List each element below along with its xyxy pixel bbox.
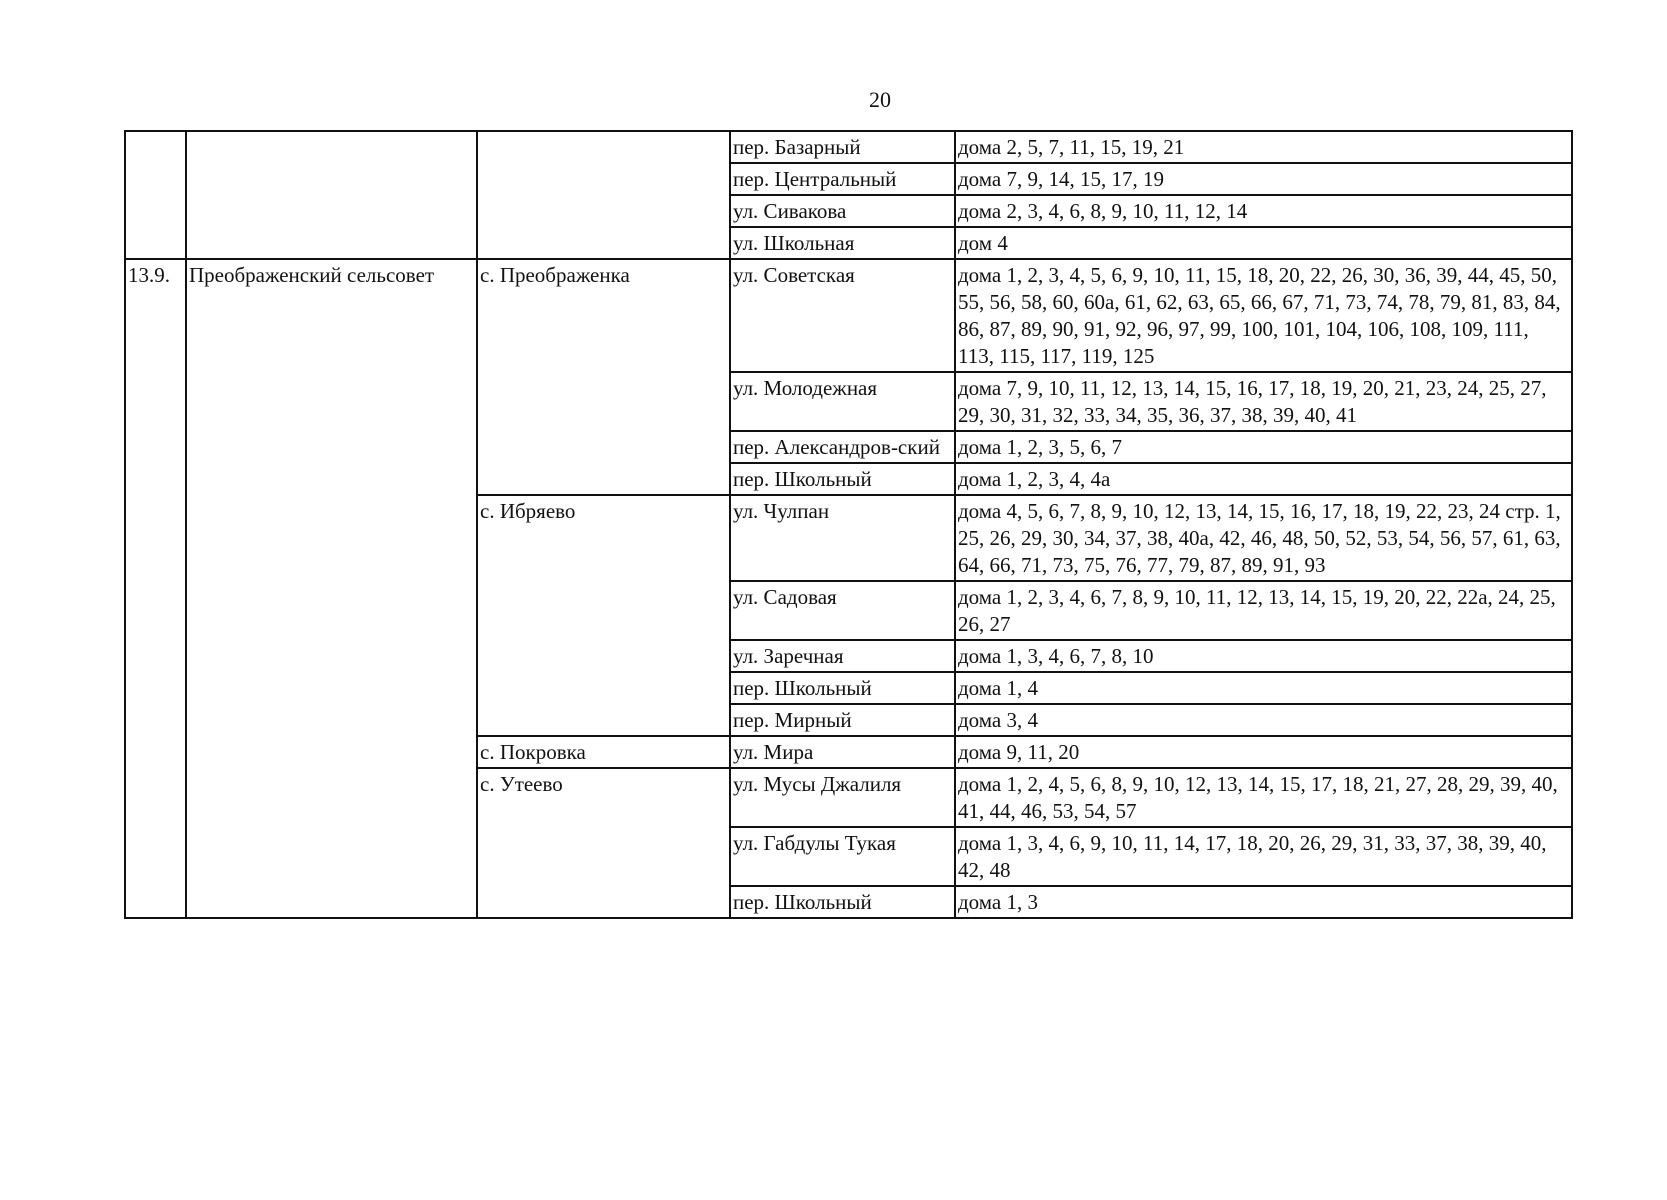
street-cell: ул. Советская	[730, 259, 955, 372]
houses-cell: дома 7, 9, 10, 11, 12, 13, 14, 15, 16, 17, 18, 19, 20, 21, 23, 24, 25, 27, 29, 30, 31, 32, 33, 34, 35, 36, 37, 38, 39, 40, 41	[955, 372, 1572, 431]
street-cell: ул. Садовая	[730, 581, 955, 640]
street-cell: ул. Габдулы Тукая	[730, 827, 955, 886]
table-row	[125, 131, 1572, 163]
village-cell: с. Преображенка	[477, 259, 730, 495]
street-cell: пер. Базарный	[730, 131, 955, 163]
street-cell: ул. Чулпан	[730, 495, 955, 581]
houses-cell: дома 2, 5, 7, 11, 15, 19, 21	[955, 131, 1572, 163]
village-cell	[477, 131, 730, 259]
page-number: 20	[869, 87, 891, 112]
houses-cell: дома 9, 11, 20	[955, 736, 1572, 768]
houses-cell: дома 1, 4	[955, 672, 1572, 704]
address-registry-table	[124, 130, 1573, 919]
houses-cell: дома 7, 9, 14, 15, 17, 19	[955, 163, 1572, 195]
street-cell: пер. Школьный	[730, 886, 955, 918]
street-cell: пер. Александров-ский	[730, 431, 955, 463]
houses-cell: дома 1, 2, 3, 4, 5, 6, 9, 10, 11, 15, 18, 20, 22, 26, 30, 36, 39, 44, 45, 50, 55, 56, 58, 60, 60а, 61, 62, 63, 65, 66, 67, 71, 73, 74, 78, 79, 81, 83, 84, 86, 87, 89, 90, 91, 92, 96, 97, 99, 100, 101, 104, 106, 108, 109, 111, 113, 115, 117, 119, 125	[955, 259, 1572, 372]
street-cell: пер. Школьный	[730, 463, 955, 495]
street-cell: пер. Мирный	[730, 704, 955, 736]
houses-cell: дома 4, 5, 6, 7, 8, 9, 10, 12, 13, 14, 15, 16, 17, 18, 19, 22, 23, 24 стр. 1, 25, 26, 29, 30, 34, 37, 38, 40а, 42, 46, 48, 50, 52, 53, 54, 56, 57, 61, 63, 64, 66, 71, 73, 75, 76, 77, 79, 87, 89, 91, 93	[955, 495, 1572, 581]
houses-cell: дома 1, 2, 4, 5, 6, 8, 9, 10, 12, 13, 14, 15, 17, 18, 21, 27, 28, 29, 39, 40, 41, 44, 46, 53, 54, 57	[955, 768, 1572, 827]
houses-cell: дома 1, 2, 3, 4, 6, 7, 8, 9, 10, 11, 12, 13, 14, 15, 19, 20, 22, 22а, 24, 25, 26, 27	[955, 581, 1572, 640]
houses-cell: дома 1, 3	[955, 886, 1572, 918]
street-cell: пер. Школьный	[730, 672, 955, 704]
council-cell	[186, 131, 477, 259]
houses-cell: дома 1, 3, 4, 6, 9, 10, 11, 14, 17, 18, 20, 26, 29, 31, 33, 37, 38, 39, 40, 42, 48	[955, 827, 1572, 886]
street-cell: ул. Мира	[730, 736, 955, 768]
houses-cell: дома 1, 3, 4, 6, 7, 8, 10	[955, 640, 1572, 672]
houses-cell: дома 1, 2, 3, 5, 6, 7	[955, 431, 1572, 463]
street-cell: ул. Мусы Джалиля	[730, 768, 955, 827]
row-number-cell: 13.9.	[125, 259, 186, 918]
street-cell: ул. Школьная	[730, 227, 955, 259]
row-number-cell	[125, 131, 186, 259]
houses-cell: дом 4	[955, 227, 1572, 259]
houses-cell: дома 1, 2, 3, 4, 4а	[955, 463, 1572, 495]
street-cell: ул. Заречная	[730, 640, 955, 672]
street-cell: ул. Молодежная	[730, 372, 955, 431]
houses-cell: дома 2, 3, 4, 6, 8, 9, 10, 11, 12, 14	[955, 195, 1572, 227]
village-cell: с. Покровка	[477, 736, 730, 768]
village-cell: с. Утеево	[477, 768, 730, 918]
table-row	[125, 259, 1572, 372]
street-cell: пер. Центральный	[730, 163, 955, 195]
street-cell: ул. Сивакова	[730, 195, 955, 227]
council-cell: Преображенский сельсовет	[186, 259, 477, 918]
houses-cell: дома 3, 4	[955, 704, 1572, 736]
village-cell: с. Ибряево	[477, 495, 730, 736]
